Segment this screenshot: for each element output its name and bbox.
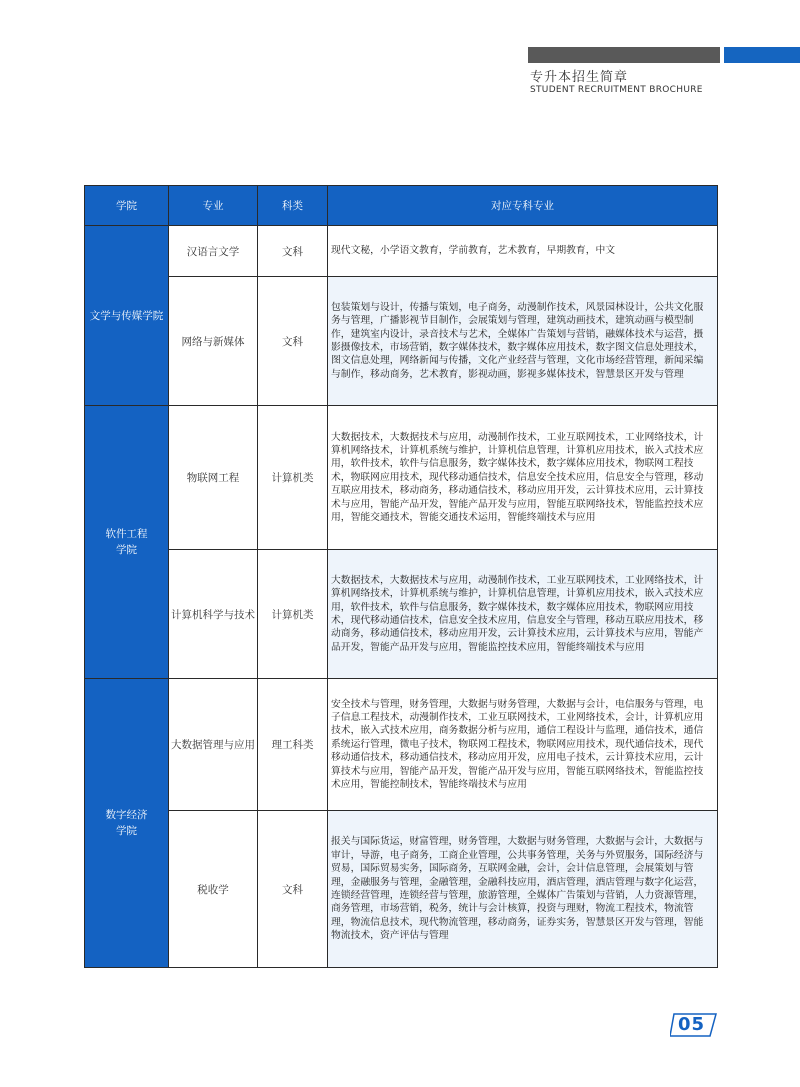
- table-header-row: [85, 186, 718, 226]
- major-cell: 汉语言文学: [169, 226, 258, 277]
- category-cell: 计算机类: [258, 550, 328, 679]
- college-cell: 软件工程 学院: [85, 406, 169, 679]
- major-cell: 大数据管理与应用: [169, 679, 258, 811]
- page-number: 05: [678, 1014, 706, 1035]
- table-row: [85, 277, 718, 406]
- college-cell: 文学与传媒学院: [85, 226, 169, 406]
- brochure-subtitle: STUDENT RECRUITMENT BROCHURE: [530, 85, 703, 95]
- majors-table: [84, 185, 718, 968]
- related-majors-cell: 报关与国际货运，财富管理，财务管理，大数据与财务管理，大数据与会计，大数据与审计，导游，电子商务，工商企业管理，公共事务管理，关务与外贸服务，国际经济与贸易，国际贸易实务，国际商务，互联网金融，会计，会计信息管理，会展策划与管理，金融服务与管理，金融管理，金融科技应用，酒店管理，酒店管理与数字化运营，连锁经营管理，连锁经营与管理，旅游管理，全媒体广告策划与营销，人力资源管理，商务管理，市场营销，税务，统计与会计核算，投资与理财，物流工程技术，物流管理，物流信息技术，现代物流管理，移动商务，证券实务，智慧景区开发与管理，智能物流技术，资产评估与管理: [328, 811, 718, 968]
- category-cell: 文科: [258, 811, 328, 968]
- table-row: [85, 406, 718, 550]
- category-cell: 文科: [258, 277, 328, 406]
- category-cell: 计算机类: [258, 406, 328, 550]
- header-category: 科类: [258, 186, 328, 226]
- related-majors-cell: 安全技术与管理，财务管理，大数据与财务管理，大数据与会计，电信服务与管理，电子信息工程技术，动漫制作技术，工业互联网技术，工业网络技术，会计，计算机应用技术，嵌入式技术应用，商务数据分析与应用，通信工程设计与监理，通信技术，通信系统运行管理，微电子技术，物联网工程技术，物联网应用技术，现代通信技术，现代移动通信技术，移动通信技术，移动应用开发，应用电子技术，云计算技术应用，云计算技术与应用，智能产品开发，智能产品开发与应用，智能互联网络技术，智能监控技术应用，智能控制技术，智能终端技术与应用: [328, 679, 718, 811]
- table-row: [85, 679, 718, 811]
- header-blue-bar: [724, 47, 800, 63]
- category-cell: 文科: [258, 226, 328, 277]
- major-cell: 物联网工程: [169, 406, 258, 550]
- header-college: 学院: [85, 186, 169, 226]
- table-row: [85, 811, 718, 968]
- table-row: [85, 226, 718, 277]
- related-majors-cell: 大数据技术，大数据技术与应用，动漫制作技术，工业互联网技术，工业网络技术，计算机网络技术，计算机系统与维护，计算机信息管理，计算机应用技术，嵌入式技术应用，软件技术，软件与信息服务，数字媒体技术，数字媒体应用技术，物联网应用技术，现代移动通信技术，信息安全技术应用，信息安全与管理，移动互联应用技术，移动商务，移动通信技术，移动应用开发，云计算技术应用，云计算技术与应用，智能产品开发，智能产品开发与应用，智能监控技术应用，智能终端技术与应用: [328, 550, 718, 679]
- major-cell: 税收学: [169, 811, 258, 968]
- table-row: [85, 550, 718, 679]
- related-majors-cell: 现代文秘，小学语文教育，学前教育，艺术教育，早期教育，中文: [328, 226, 718, 277]
- college-cell: 数字经济 学院: [85, 679, 169, 968]
- major-cell: 计算机科学与技术: [169, 550, 258, 679]
- brochure-title: 专升本招生简章: [530, 70, 629, 85]
- header-major: 专业: [169, 186, 258, 226]
- category-cell: 理工科类: [258, 679, 328, 811]
- related-majors-cell: 大数据技术，大数据技术与应用，动漫制作技术，工业互联网技术，工业网络技术，计算机网络技术，计算机系统与维护，计算机信息管理，计算机应用技术，嵌入式技术应用，软件技术，软件与信息服务，数字媒体技术，数字媒体应用技术，物联网工程技术，物联网应用技术，现代移动通信技术，信息安全技术应用，信息安全与管理，移动互联应用技术，移动商务，移动通信技术，移动应用开发，云计算技术应用，云计算技术与应用，智能产品开发，智能产品开发与应用，智能互联网络技术，智能监控技术应用，智能交通技术，智能交通技术运用，智能终端技术与应用: [328, 406, 718, 550]
- header-gray-bar: [528, 47, 720, 63]
- header-related: 对应专科专业: [328, 186, 718, 226]
- major-cell: 网络与新媒体: [169, 277, 258, 406]
- related-majors-cell: 包装策划与设计，传播与策划，电子商务，动漫制作技术，风景园林设计，公共文化服务与管理，广播影视节目制作，会展策划与管理，建筑动画技术，建筑动画与模型制作，建筑室内设计，录音技术与艺术，全媒体广告策划与营销，融媒体技术与运营，摄影摄像技术，市场营销，数字媒体技术，数字媒体应用技术，数字图文信息处理技术，图文信息处理，网络新闻与传播，文化产业经营与管理，文化市场经营管理，新闻采编与制作，移动商务，艺术教育，影视动画，影视多媒体技术，智慧景区开发与管理: [328, 277, 718, 406]
